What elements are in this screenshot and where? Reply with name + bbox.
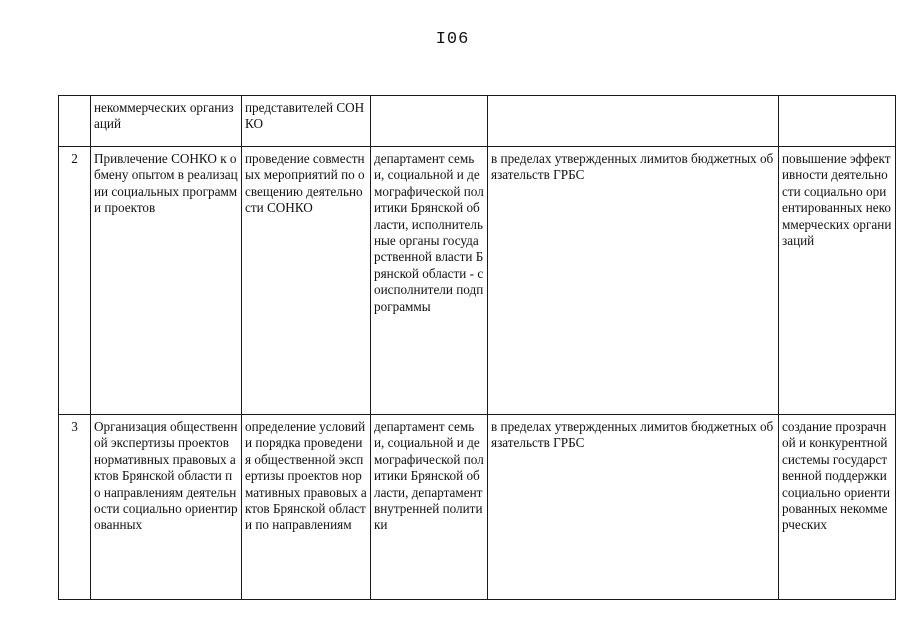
funding-cell bbox=[488, 96, 779, 147]
table-row bbox=[59, 147, 896, 415]
program-events-table bbox=[58, 95, 896, 600]
content-cell: проведение совместных мероприятий по освещению деятельности СОНКО bbox=[242, 147, 371, 415]
content-cell: представителей СОНКО bbox=[242, 96, 371, 147]
row-number: 2 bbox=[59, 147, 91, 415]
executors-cell: департамент семьи, социальной и демографической политики Брянской области, департамент внутренней политики bbox=[371, 415, 488, 600]
executors-cell bbox=[371, 96, 488, 147]
page-number: I06 bbox=[435, 30, 470, 49]
executors-cell: департамент семьи, социальной и демографической политики Брянской области, исполнительные органы государственной власти Брянской области - соисполнители подпрограммы bbox=[371, 147, 488, 415]
result-cell: создание прозрачной и конкурентной системы государственной поддержки социально ориентированных некоммерческих bbox=[779, 415, 896, 600]
result-cell: повышение эффективности деятельности социально ориентированных некоммерческих организаций bbox=[779, 147, 896, 415]
event-cell: некоммерческих организаций bbox=[91, 96, 242, 147]
table-row bbox=[59, 415, 896, 600]
event-cell: Привлечение СОНКО к обмену опытом в реализации социальных программ и проектов bbox=[91, 147, 242, 415]
row-number: 3 bbox=[59, 415, 91, 600]
content-cell: определение условий и порядка проведения общественной экспертизы проектов нормативных правовых актов Брянской области по направлениям bbox=[242, 415, 371, 600]
funding-cell: в пределах утвержденных лимитов бюджетных обязательств ГРБС bbox=[488, 147, 779, 415]
result-cell bbox=[779, 96, 896, 147]
event-cell: Организация общественной экспертизы проектов нормативных правовых актов Брянской области по направлениям деятельности социально ориентированных bbox=[91, 415, 242, 600]
table-row bbox=[59, 96, 896, 147]
funding-cell: в пределах утвержденных лимитов бюджетных обязательств ГРБС bbox=[488, 415, 779, 600]
row-number bbox=[59, 96, 91, 147]
